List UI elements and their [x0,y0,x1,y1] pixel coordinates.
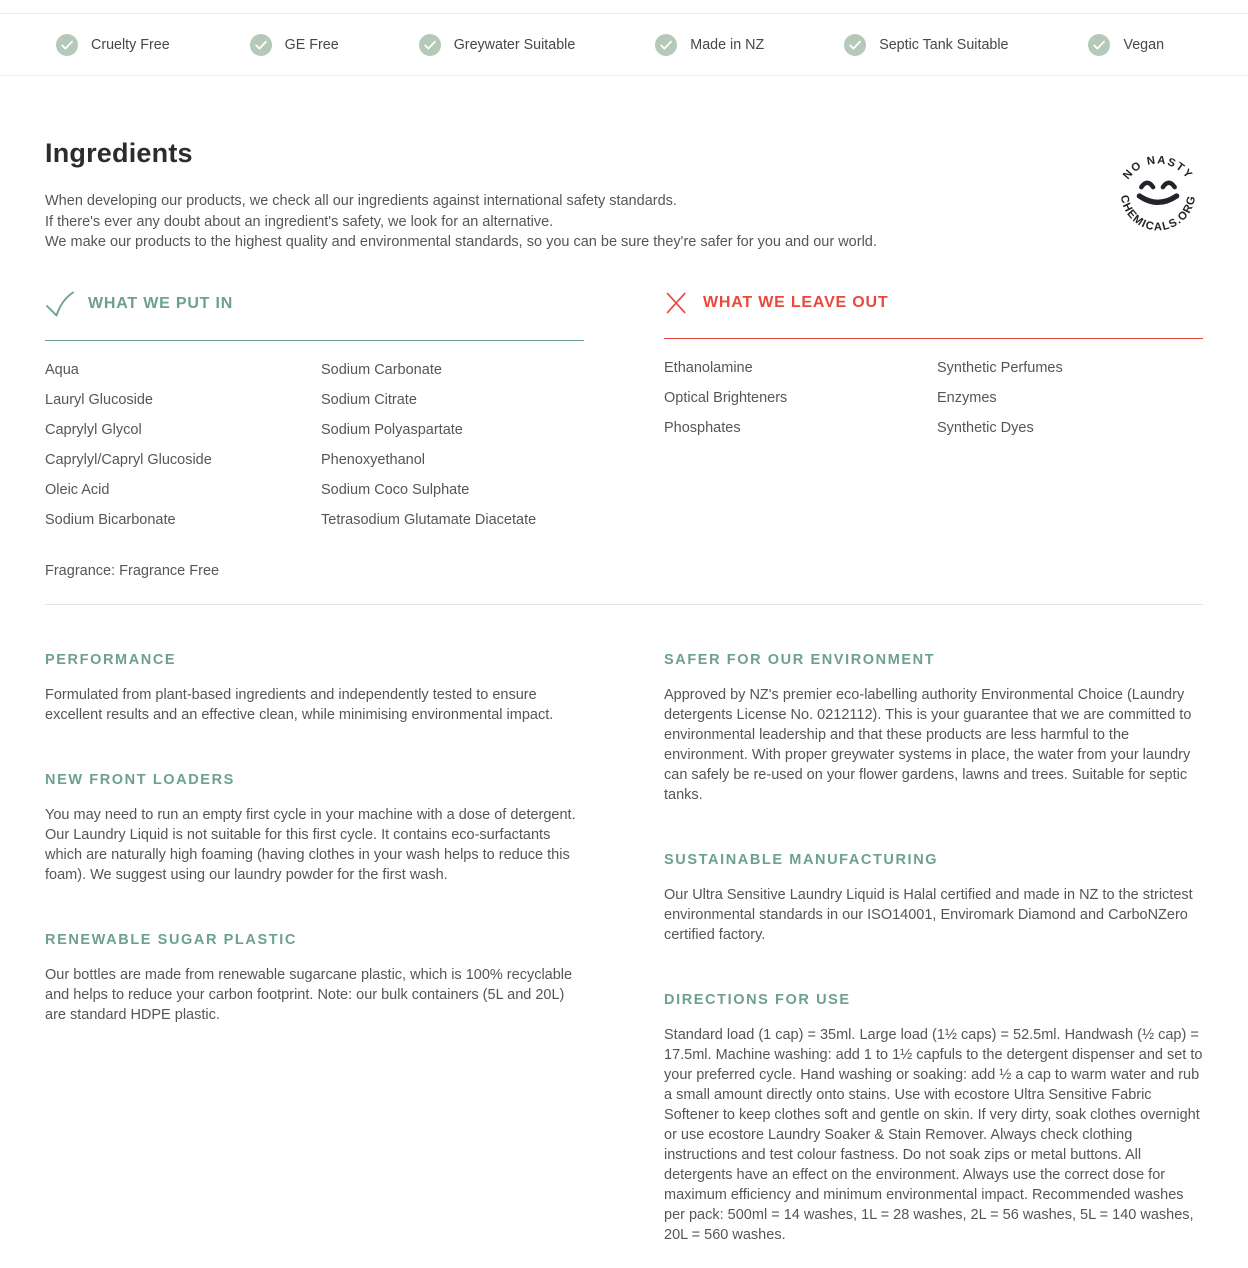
stamp-top-text: NO NASTY [1121,154,1195,182]
section-title: PERFORMANCE [45,651,177,668]
ingredient-item: Phosphates [664,419,741,436]
badge-made-in-nz [655,34,764,56]
ingredient-item: Phenoxyethanol [321,451,425,468]
badge-ge-free [250,34,339,56]
ingredients-intro [45,191,1203,253]
x-icon [664,290,690,316]
ingredient-item: Sodium Coco Sulphate [321,481,470,498]
ingredient-item: Caprylyl Glycol [45,421,142,438]
ingredient-item: Synthetic Dyes [937,419,1034,436]
product-badges-bar [0,13,1248,76]
section-body: Our bottles are made from renewable sugarcane plastic, which is 100% recyclable and helps to reduce your carbon footprint. Note: our bulk containers (5L and 20L) are standard HDPE plastic. [45,966,573,1023]
what-we-put-in-column [45,290,584,579]
fragrance-note: Fragrance: Fragrance Free [45,562,220,579]
ingredient-item: Lauryl Glucoside [45,391,153,408]
leave-out-header [664,290,1203,339]
check-circle-icon [1088,34,1110,56]
intro-line: When developing our products, we check all our ingredients against international safety standards. [45,193,677,209]
check-circle-icon [56,34,78,56]
section-safer-for-environment [664,652,1203,805]
ingredient-item: Aqua [45,361,79,378]
section-directions-for-use [664,992,1203,1245]
badge-vegan [1088,34,1164,56]
badge-septic-tank-suitable [844,34,1008,56]
page-title: Ingredients [45,138,193,168]
check-circle-icon [655,34,677,56]
ingredient-item: Sodium Polyaspartate [321,421,463,438]
badge-label: Vegan [1123,36,1165,53]
section-title: NEW FRONT LOADERS [45,771,235,788]
ingredient-item: Ethanolamine [664,359,753,376]
ingredient-item: Oleic Acid [45,481,110,498]
badge-label: Greywater Suitable [453,36,576,53]
badge-cruelty-free [56,34,170,56]
ingredient-item: Sodium Citrate [321,391,417,408]
ingredient-item: Tetrasodium Glutamate Diacetate [321,511,537,528]
no-nasty-chemicals-stamp[interactable] [1109,146,1207,244]
section-renewable-sugar-plastic [45,932,584,1025]
section-sustainable-manufacturing [664,852,1203,945]
badge-label: Septic Tank Suitable [879,36,1009,53]
section-title: SUSTAINABLE MANUFACTURING [664,851,939,868]
badge-label: Cruelty Free [91,36,170,53]
ingredient-item: Sodium Carbonate [321,361,442,378]
put-in-list-2 [321,355,584,535]
badge-greywater-suitable [419,34,576,56]
ingredient-item: Caprylyl/Capryl Glucoside [45,451,212,468]
section-body: Formulated from plant-based ingredients and independently tested to ensure excellent results and an effective clean, while minimising environmental impact. [45,686,554,723]
put-in-title: WHAT WE PUT IN [88,294,234,312]
section-new-front-loaders [45,772,584,885]
smiley-face-icon [1139,183,1176,203]
section-performance [45,652,584,725]
svg-text:NO NASTY [1121,154,1195,181]
section-body: Our Ultra Sensitive Laundry Liquid is Halal certified and made in NZ to the strictest environmental standards in our ISO14001, Enviromark Diamond and CarboNZero certified factory. [664,886,1193,943]
put-in-list-1 [45,355,321,535]
section-title: RENEWABLE SUGAR PLASTIC [45,931,297,948]
section-title: DIRECTIONS FOR USE [664,991,851,1008]
leave-out-list-1 [664,353,937,443]
section-body: Standard load (1 cap) = 35ml. Large load (1½ caps) = 52.5ml. Handwash (½ cap) = 17.5ml. Machine washing: add 1 to 1½ capfuls to the detergent dispenser and set to your preferred cycle. Hand washing or soaking: add ½ a cap to warm water and rub a small amount directly onto stains. Use with ecostore Ultra Sensitive Fabric Softener to keep clothes soft and gentle on skin. If very dirty, soak clothes overnight or use ecostore Laundry Soaker & Stain Remover. Always check clothing instructions and test colour fastness. Do not soak zips or metal buttons. All detergents have an effect on the environment. Always use the correct dose for maximum efficiency and minimum environmental impact. Recommended washes per pack: 500ml = 14 washes, 1L = 28 washes, 2L = 56 washes, 5L = 140 washes, 20L = 560 washes. [664,1026,1203,1243]
section-body: Approved by NZ's premier eco-labelling authority Environmental Choice (Laundry detergents License No. 0212112). This is your guarantee that we are committed to environmental leadership and that these products are less harmful to the environment. With proper greywater systems in place, the water from your laundry can safely be re-used on your flower gardens, lawns and trees. Suitable for septic tanks. [664,686,1192,803]
check-circle-icon [844,34,866,56]
intro-line: We make our products to the highest quality and environmental standards, so you can be sure they're safer for you and our world. [45,234,877,250]
section-title: SAFER FOR OUR ENVIRONMENT [664,651,936,668]
leave-out-title: WHAT WE LEAVE OUT [703,293,889,311]
put-in-header [45,290,584,341]
ingredient-item: Enzymes [937,389,997,406]
check-circle-icon [419,34,441,56]
info-right-column [664,605,1203,1245]
ingredients-section [0,76,1248,1245]
intro-line: If there's ever any doubt about an ingredient's safety, we look for an alternative. [45,213,554,230]
what-we-leave-out-column [664,290,1203,579]
stamp-bottom-text: CHEMICALS.ORG [1117,194,1199,234]
badge-label: GE Free [284,36,339,53]
leave-out-list-2 [937,353,1203,443]
section-body: You may need to run an empty first cycle in your machine with a dose of detergent. Our Laundry Liquid is not suitable for this first cycle. It contains eco-surfactants which are naturally high foaming (having clothes in your wash helps to reduce this foam). We suggest using our laundry powder for the first wash. [45,806,576,883]
ingredient-item: Sodium Bicarbonate [45,511,176,528]
check-icon [45,290,75,318]
ingredient-item: Synthetic Perfumes [937,359,1063,376]
check-circle-icon [250,34,272,56]
ingredient-item: Optical Brighteners [664,389,788,406]
badge-label: Made in NZ [690,36,765,53]
info-left-column [45,605,584,1245]
